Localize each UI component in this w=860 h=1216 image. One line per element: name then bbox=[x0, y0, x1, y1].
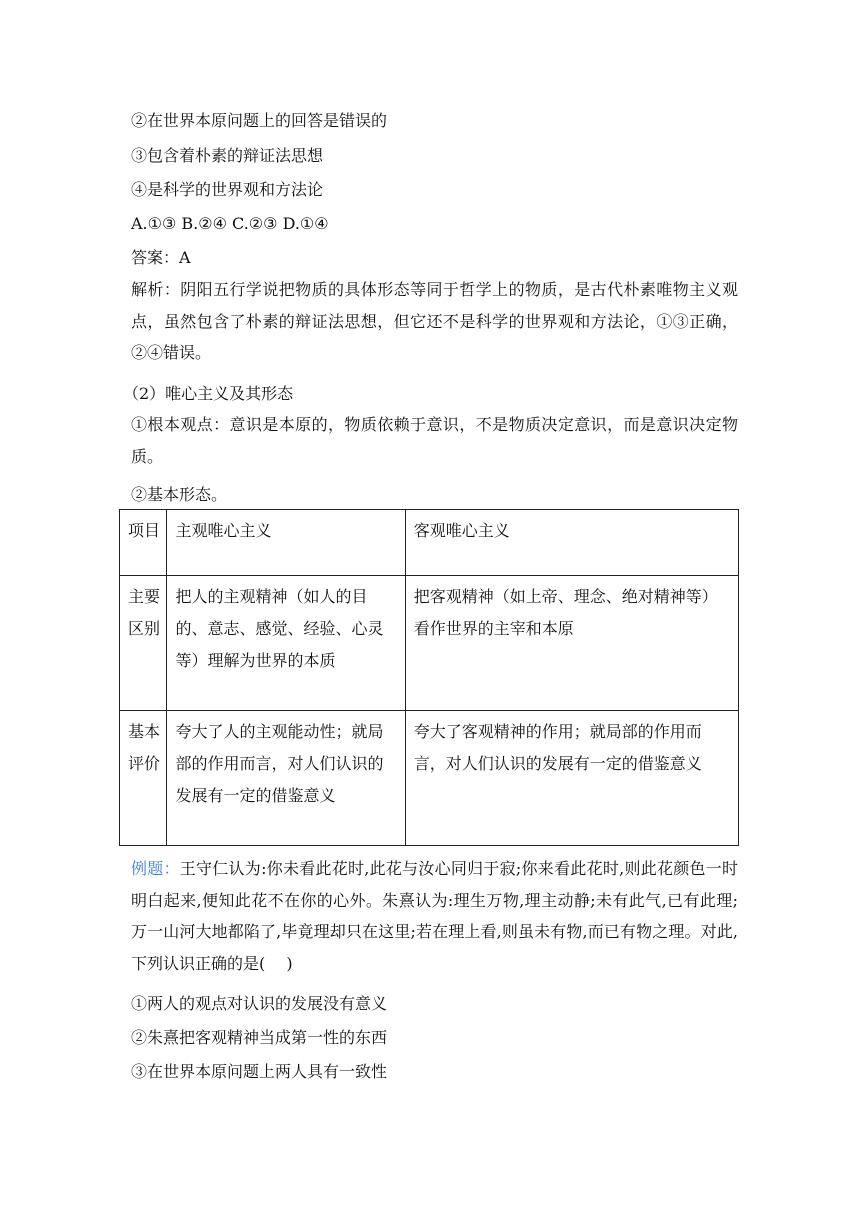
table-cell: 主观唯心主义 bbox=[167, 510, 405, 576]
example-text: 王守仁认为:你未看此花时,此花与汝心同归于寂;你来看此花时,则此花颜色一时明白起来,便知此花不在你的心外。朱熹认为:理生万物,理主动静;未有此气,已有此理;万一山河大地都陷了,毕竟理却只在这里;若在理上看,则虽未有物,而已有物之理。对此,下列认识正确的是( ) bbox=[131, 859, 738, 973]
option-line-3: ③包含着朴素的辩证法思想 bbox=[131, 146, 324, 165]
basic-view-paragraph: ①根本观点：意识是本原的，物质依赖于意识，不是物质决定意识，而是意识决定物质。 bbox=[131, 415, 738, 466]
basic-forms-label: ②基本形态。 bbox=[131, 485, 228, 504]
answer-choices: A.①③ B.②④ C.②③ D.①④ bbox=[131, 214, 329, 233]
answer-line: 答案：A bbox=[131, 248, 191, 267]
idealism-comparison-table bbox=[119, 509, 739, 846]
option-line-3: ③在世界本原问题上两人具有一致性 bbox=[131, 1062, 388, 1081]
option-line-4: ④是科学的世界观和方法论 bbox=[131, 180, 324, 199]
table-cell: 夸大了人的主观能动性；就局部的作用而言，对人们认识的发展有一定的借鉴意义 bbox=[167, 711, 405, 846]
table-header-row bbox=[120, 510, 739, 576]
table-cell: 夸大了客观精神的作用；就局部的作用而言，对人们认识的发展有一定的借鉴意义 bbox=[405, 711, 738, 846]
example-label: 例题： bbox=[131, 859, 180, 878]
table-cell: 基本评价 bbox=[120, 711, 167, 846]
option-line-2: ②在世界本原问题上的回答是错误的 bbox=[131, 111, 388, 130]
table-cell: 客观唯心主义 bbox=[405, 510, 738, 576]
table-cell: 项目 bbox=[120, 510, 167, 576]
table-row bbox=[120, 711, 739, 846]
section-title: （2）唯心主义及其形态 bbox=[123, 384, 294, 403]
option-line-2: ②朱熹把客观精神当成第一性的东西 bbox=[131, 1028, 388, 1047]
table-cell: 把客观精神（如上帝、理念、绝对精神等）看作世界的主宰和本原 bbox=[405, 576, 738, 711]
table-row bbox=[120, 576, 739, 711]
analysis-paragraph: 解析：阴阳五行学说把物质的具体形态等同于哲学上的物质，是古代朴素唯物主义观点，虽然包含了朴素的辩证法思想，但它还不是科学的世界观和方法论，①③正确，②④错误。 bbox=[131, 280, 738, 362]
option-line-1: ①两人的观点对认识的发展没有意义 bbox=[131, 994, 388, 1013]
table-cell: 主要区别 bbox=[120, 576, 167, 711]
example-paragraph bbox=[131, 853, 738, 979]
table-cell: 把人的主观精神（如人的目的、意志、感觉、经验、心灵等）理解为世界的本质 bbox=[167, 576, 405, 711]
